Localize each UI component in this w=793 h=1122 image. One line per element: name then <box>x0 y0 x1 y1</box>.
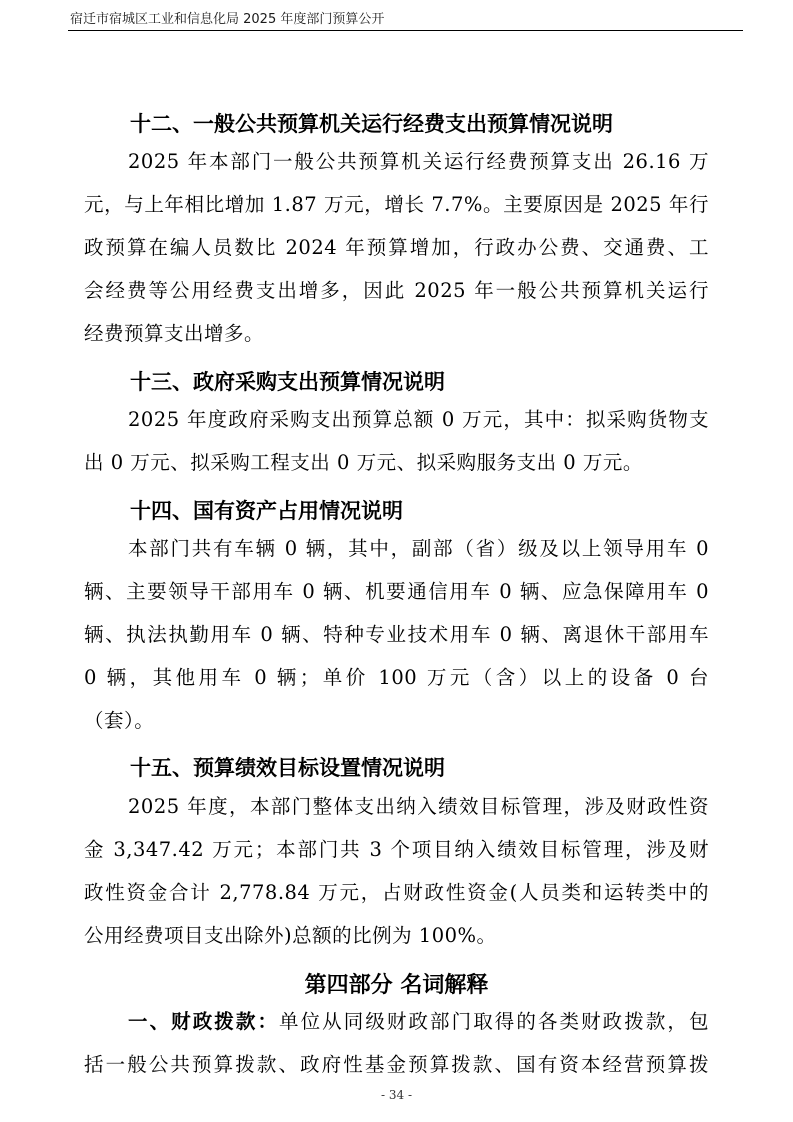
section-heading-13: 十三、政府采购支出预算情况说明 <box>130 370 445 394</box>
paragraph-line: 经费预算支出增多。 <box>84 322 265 345</box>
section-heading-14: 十四、国有资产占用情况说明 <box>130 499 403 523</box>
paragraph-line: 会经费等公用经费支出增多，因此 2025 年一般公共预算机关运行 <box>84 279 709 302</box>
page-number: - 34 - <box>380 1088 412 1102</box>
paragraph-line: 0 辆，其他用车 0 辆；单价 100 万元（含）以上的设备 0 台 <box>84 666 709 689</box>
running-header: 宿迁市宿城区工业和信息化局 2025 年度部门预算公开 <box>70 12 385 27</box>
paragraph-line <box>128 1010 709 1034</box>
paragraph-line: 公用经费项目支出除外)总额的比例为 100%。 <box>84 924 497 947</box>
paragraph-line: 金 3,347.42 万元；本部门共 3 个项目纳入绩效目标管理，涉及财 <box>84 838 709 861</box>
section-heading-15: 十五、预算绩效目标设置情况说明 <box>130 756 445 780</box>
paragraph-line: 2025 年本部门一般公共预算机关运行经费预算支出 26.16 万 <box>128 150 709 173</box>
term-definition: 单位从同级财政部门取得的各类财政拨款，包 <box>279 1010 709 1033</box>
paragraph-line: 2025 年度政府采购支出预算总额 0 万元，其中：拟采购货物支 <box>128 408 709 431</box>
paragraph-line: 辆、主要领导干部用车 0 辆、机要通信用车 0 辆、应急保障用车 0 <box>84 580 709 603</box>
term-label: 一、财政拨款： <box>128 1010 280 1033</box>
section-heading-12: 十二、一般公共预算机关运行经费支出预算情况说明 <box>130 112 613 136</box>
part-title: 第四部分 名词解释 <box>304 973 489 998</box>
header-rule <box>68 30 743 31</box>
paragraph-line: 辆、执法执勤用车 0 辆、特种专业技术用车 0 辆、离退休干部用车 <box>84 623 709 646</box>
paragraph-line: 政预算在编人员数比 2024 年预算增加，行政办公费、交通费、工 <box>84 236 709 259</box>
paragraph-line: 出 0 万元、拟采购工程支出 0 万元、拟采购服务支出 0 万元。 <box>84 451 643 474</box>
paragraph-line: 本部门共有车辆 0 辆，其中，副部（省）级及以上领导用车 0 <box>128 537 709 560</box>
paragraph-line: 2025 年度，本部门整体支出纳入绩效目标管理，涉及财政性资 <box>128 795 709 818</box>
paragraph-line: 括一般公共预算拨款、政府性基金预算拨款、国有资本经营预算拨 <box>84 1053 709 1076</box>
paragraph-line: （套）。 <box>84 709 155 732</box>
paragraph-line: 元，与上年相比增加 1.87 万元，增长 7.7%。主要原因是 2025 年行 <box>84 193 709 216</box>
paragraph-line: 政性资金合计 2,778.84 万元，占财政性资金(人员类和运转类中的 <box>84 881 709 904</box>
